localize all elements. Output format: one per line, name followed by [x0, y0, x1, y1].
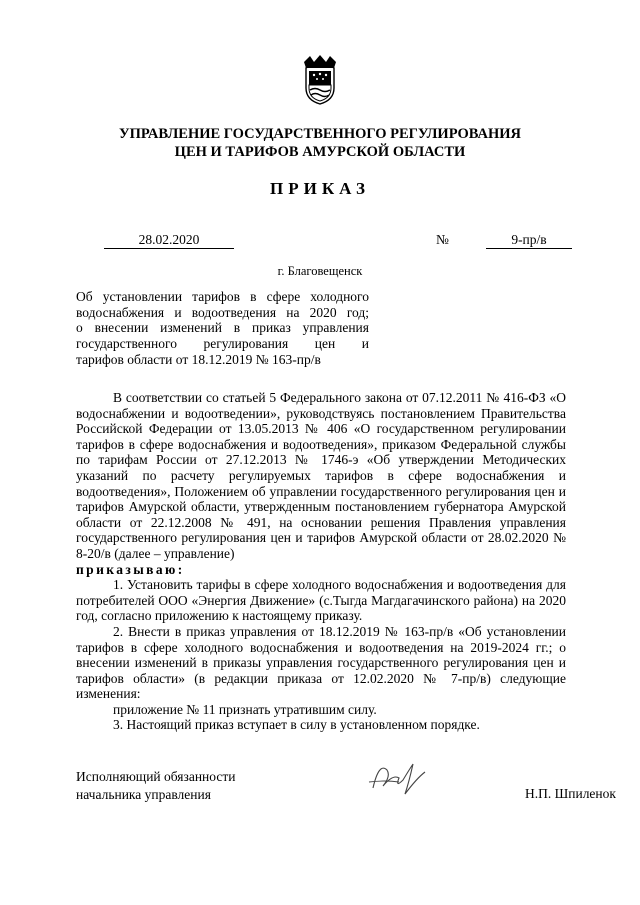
subject-line: тарифов области от 18.12.2019 № 163-пр/в [76, 351, 321, 367]
order-subject [76, 289, 369, 368]
item-1-paragraph: 1. Установить тарифы в сфере холодного водоснабжения и водоотведения для потребителей ООО «Энергия Движение» (с.Тыгда Магдагачинского района) на 2020 год, согласно приложению к настоящему приказу. [76, 577, 566, 624]
order-date: 28.02.2020 [104, 232, 234, 249]
item-3-paragraph: 3. Настоящий приказ вступает в силу в установленном порядке. [113, 717, 480, 733]
preamble-paragraph: В соответствии со статьей 5 Федерального закона от 07.12.2011 № 416-ФЗ «О водоснабжении и водоотведении», руководствуясь постановлением Правительства Российской Федерации от 13.05.2013 № 406 «О государственном регулировании тарифов в сфере водоснабжения и водоотведения», приказом Федеральной службы по тарифам России от 27.12.2013 № 1746-э «Об утверждении Методических указаний по расчету регулируемых тарифов в сфере водоснабжения и водоотведения», Положением об управлении государственного регулирования цен и тарифов Амурской области, утвержденным постановлением губернатора Амурской области от 22.12.2008 № 491, на основании решения Правления управления государственного регулирования цен и тарифов Амурской области от 28.02.2020 № 8-20/в (далее – управление) [76, 390, 566, 561]
agency-title-line2: ЦЕН И ТАРИФОВ АМУРСКОЙ ОБЛАСТИ [174, 144, 466, 160]
signatory-name: Н.П. Шпиленок [525, 786, 616, 801]
subject-line: Об установлении тарифов в сфере холодного [76, 289, 369, 304]
document-type: ПРИКАЗ [270, 179, 370, 198]
order-number: 9-пр/в [486, 232, 572, 249]
order-body [76, 390, 566, 733]
order-verb-text: приказываю: [76, 561, 185, 577]
position-line1: Исполняющий обязанности [76, 769, 236, 784]
subject-line: водоснабжения и водоотведения на 2020 год; [76, 304, 369, 320]
subject-line: о внесении изменений в приказ управления [76, 320, 369, 336]
agency-title-line1: УПРАВЛЕНИЕ ГОСУДАРСТВЕННОГО РЕГУЛИРОВАНИЯ [118, 126, 522, 142]
item-2-subparagraph: приложение № 11 признать утратившим силу. [113, 701, 377, 717]
number-sign: № [436, 232, 449, 247]
signatory-position [76, 768, 235, 804]
coat-of-arms-emblem [300, 54, 340, 106]
item-2-paragraph: 2. Внести в приказ управления от 18.12.2019 № 163-пр/в «Об установлении тарифов в сфере холодного водоснабжения и водоотведения на 2019-2024 гг.; о внесении изменений в приказы управления государственного регулирования цен и тарифов области» (в редакции приказа от 12.02.2020 № 7-пр/в) следующие изменения: [76, 623, 566, 702]
subject-line: государственного регулирования цен и [76, 336, 369, 352]
order-verb [76, 562, 566, 578]
position-line2: начальника управления [76, 787, 211, 802]
city: г. Благовещенск [277, 264, 363, 278]
handwritten-signature [365, 752, 435, 802]
